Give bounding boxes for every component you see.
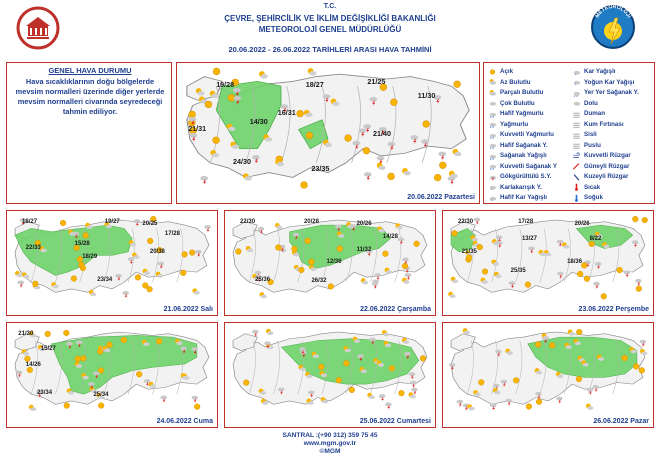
turkey-map bbox=[7, 323, 217, 427]
temperature-label: 18/27 bbox=[22, 219, 38, 226]
temperature-label: 23/34 bbox=[97, 276, 113, 283]
svg-text:*: * bbox=[490, 198, 493, 202]
temperature-label: 11/32 bbox=[356, 247, 372, 254]
temperature-label: 17/28 bbox=[164, 230, 180, 237]
temperature-label: 21/35 bbox=[461, 248, 477, 255]
turkey-map bbox=[225, 323, 435, 427]
legend-label: Sağanak Yağışlı bbox=[500, 152, 547, 159]
legend-weather-icon bbox=[488, 89, 497, 97]
footer bbox=[180, 432, 480, 456]
day-label: 24.06.2022 Cuma bbox=[156, 418, 213, 425]
day-label: 23.06.2022 Perşembe bbox=[578, 306, 649, 313]
weather-icon bbox=[601, 293, 607, 299]
weather-icon bbox=[439, 162, 446, 169]
weather-icon bbox=[584, 276, 590, 282]
temperature-label: 22/30 bbox=[240, 219, 256, 226]
legend-label: Puslu bbox=[584, 141, 601, 149]
weather-icon bbox=[513, 378, 519, 384]
day-label: 26.06.2022 Pazar bbox=[593, 418, 649, 425]
weather-icon bbox=[205, 101, 212, 108]
weather-icon bbox=[75, 356, 81, 362]
legend-item bbox=[488, 78, 531, 87]
legend-label: Sisli bbox=[584, 131, 597, 138]
weather-icon bbox=[636, 286, 642, 292]
temperature-label: 22/33 bbox=[25, 245, 41, 252]
legend-weather-icon bbox=[488, 141, 497, 149]
forecast-period-title: 20.06.2022 - 26.06.2022 TARİHLERİ ARASI HAVA TAHMİNİ bbox=[228, 45, 432, 54]
weather-icon bbox=[33, 281, 39, 287]
legend-weather-icon bbox=[572, 68, 581, 76]
legend-item bbox=[488, 162, 557, 171]
weather-icon bbox=[71, 276, 77, 282]
weather-icon bbox=[80, 265, 86, 271]
weather-icon bbox=[576, 376, 582, 382]
weather-icon bbox=[477, 244, 483, 250]
weather-icon bbox=[535, 342, 541, 348]
legend-label: Dolu bbox=[584, 99, 598, 107]
legend-weather-icon bbox=[488, 99, 497, 107]
weather-icon bbox=[45, 331, 51, 337]
weather-icon bbox=[291, 246, 297, 252]
weather-icon bbox=[63, 330, 69, 336]
legend-item bbox=[572, 151, 631, 160]
weather-icon bbox=[423, 121, 430, 128]
legend-item bbox=[488, 67, 513, 76]
general-weather-title: GENEL HAVA DURUMU bbox=[48, 66, 132, 75]
legend-item bbox=[572, 78, 634, 87]
temperature-label: 24/30 bbox=[233, 157, 251, 167]
legend-item bbox=[488, 120, 528, 129]
temperature-label: 16/31 bbox=[277, 107, 296, 117]
legend-item bbox=[572, 172, 628, 181]
weather-icon bbox=[383, 251, 389, 257]
forecast-map-pazar bbox=[442, 322, 654, 428]
legend-weather-icon bbox=[572, 194, 581, 202]
legend-weather-icon bbox=[572, 152, 581, 160]
legend-label: Yer Yer Sağanak Y. bbox=[584, 89, 639, 96]
legend-item bbox=[488, 193, 547, 202]
weather-icon bbox=[389, 365, 395, 371]
legend-item bbox=[488, 88, 543, 97]
temperature-label: 25/34 bbox=[93, 391, 109, 398]
weather-icon bbox=[536, 399, 542, 405]
temperature-label: 15/28 bbox=[74, 240, 90, 247]
weather-icon bbox=[589, 241, 595, 247]
weather-icon bbox=[414, 241, 420, 247]
legend-weather-icon bbox=[488, 162, 497, 170]
day-label: 25.06.2022 Cumartesi bbox=[359, 418, 431, 425]
temperature-label: 23/34 bbox=[37, 390, 53, 397]
weather-icon bbox=[642, 217, 648, 223]
weather-icon bbox=[639, 367, 645, 373]
temperature-label: 11/30 bbox=[417, 91, 436, 101]
legend-label: Yoğun Kar Yağışı bbox=[584, 78, 635, 86]
weather-icon bbox=[478, 380, 484, 386]
weather-icon bbox=[391, 99, 398, 106]
weather-icon bbox=[60, 220, 66, 226]
legend-item bbox=[572, 67, 616, 76]
temperature-label: 25/35 bbox=[510, 268, 526, 275]
temperature-label: 14/28 bbox=[382, 233, 398, 240]
weather-icon bbox=[135, 275, 141, 281]
weather-icon bbox=[328, 284, 334, 290]
legend-label: Hafif Kar Yağışlı bbox=[500, 194, 547, 201]
weather-icon bbox=[525, 282, 531, 288]
weather-icon bbox=[80, 355, 86, 361]
legend-label: Yağmurlu bbox=[500, 120, 529, 128]
svg-text:*: * bbox=[490, 188, 493, 191]
weather-icon bbox=[632, 216, 638, 222]
temperature-label: 17/28 bbox=[518, 219, 534, 226]
weather-icon bbox=[83, 233, 89, 239]
legend-item bbox=[488, 109, 544, 118]
weather-icon bbox=[402, 263, 408, 269]
day-label: 21.06.2022 Salı bbox=[163, 306, 213, 313]
forecast-map-persembe bbox=[442, 210, 654, 316]
legend-weather-icon bbox=[488, 152, 497, 160]
turkey-map bbox=[443, 211, 653, 315]
legend-weather-icon bbox=[488, 110, 497, 118]
weather-icon bbox=[305, 238, 311, 244]
weather-icon bbox=[189, 250, 195, 256]
ministry-logo bbox=[16, 6, 60, 50]
legend-item bbox=[572, 88, 639, 97]
weather-icon bbox=[576, 329, 582, 335]
general-weather-text: Hava sıcaklıklarının doğu bölgelerde mevsim normalleri üzerinde diğer yerlerde mevsim normalleri civarında seyredeceği tahmin ediliyor. bbox=[15, 77, 165, 116]
weather-icon bbox=[363, 147, 370, 154]
svg-text:*: * bbox=[574, 72, 577, 76]
temperature-label: 18/27 bbox=[305, 79, 324, 89]
weather-icon bbox=[275, 245, 281, 251]
weather-icon bbox=[482, 269, 488, 275]
legend-weather-icon bbox=[488, 131, 497, 139]
legend-label: Kuzeyli Rüzgar bbox=[584, 173, 629, 180]
legend-weather-icon bbox=[572, 141, 581, 149]
weather-icon bbox=[182, 251, 188, 257]
legend-label: Kuvvetli Rüzgar bbox=[584, 152, 631, 159]
temperature-label: 20/26 bbox=[356, 220, 372, 227]
temperature-label: 12/36 bbox=[326, 258, 342, 265]
weather-icon bbox=[213, 68, 220, 75]
weather-icon bbox=[617, 267, 623, 273]
temperature-label: 8/22 bbox=[589, 235, 602, 242]
forecast-map-carsamba bbox=[224, 210, 436, 316]
legend-weather-icon bbox=[488, 183, 497, 191]
legend-label: Kuvvetli Sağanak Y bbox=[500, 162, 557, 170]
temperature-label: 21/31 bbox=[188, 124, 207, 134]
legend-weather-icon bbox=[488, 68, 497, 76]
legend-label: Karlakarışık Y. bbox=[500, 183, 542, 191]
weather-icon bbox=[180, 270, 186, 276]
weather-icon bbox=[97, 349, 103, 355]
temperature-label: 23/35 bbox=[311, 164, 330, 174]
legend-label: Açık bbox=[500, 68, 514, 75]
legend-label: Çok Bulutlu bbox=[500, 99, 535, 107]
weather-icon bbox=[420, 356, 426, 362]
phone-number: SANTRAL :(+90 312) 359 75 45 bbox=[282, 432, 378, 439]
temperature-label: 21/25 bbox=[367, 77, 386, 87]
legend-item bbox=[572, 141, 601, 150]
legend-item bbox=[488, 151, 547, 160]
legend-label: Güneyli Rüzgar bbox=[584, 162, 630, 170]
temperature-label: 21/40 bbox=[373, 129, 391, 139]
ministry-name: ÇEVRE, ŞEHİRCİLİK VE İKLİM DEĞİŞİKLİĞİ BAKANLIĞI bbox=[224, 14, 436, 23]
legend-item bbox=[488, 130, 554, 139]
weather-icon bbox=[399, 390, 405, 396]
weather-icon bbox=[136, 371, 142, 377]
temperature-label: 14/30 bbox=[249, 117, 268, 127]
weather-icon bbox=[452, 230, 458, 236]
directorate-name: METEOROLOJİ GENEL MÜDÜRLÜĞÜ bbox=[258, 25, 402, 34]
weather-icon bbox=[301, 182, 308, 189]
legend-weather-icon bbox=[572, 110, 581, 118]
temperature-label: 15/27 bbox=[40, 345, 56, 352]
legend-label: Hafif Sağanak Y. bbox=[500, 141, 548, 149]
weather-icon bbox=[622, 355, 628, 361]
weather-icon bbox=[297, 110, 304, 117]
temperature-label: 20/25 bbox=[142, 220, 158, 227]
weather-icon bbox=[213, 137, 220, 144]
weather-icon bbox=[549, 342, 555, 348]
weather-icon bbox=[337, 246, 343, 252]
temperature-label: 26/32 bbox=[311, 278, 327, 285]
weather-icon bbox=[25, 356, 31, 362]
weather-icon bbox=[64, 403, 70, 409]
weather-icon bbox=[147, 286, 153, 292]
legend-item bbox=[572, 130, 597, 139]
weather-icon bbox=[345, 135, 352, 142]
legend-item bbox=[572, 193, 603, 202]
weather-icon bbox=[309, 259, 315, 265]
weather-icon bbox=[388, 173, 395, 180]
legend-label: Parçalı Bulutlu bbox=[500, 89, 544, 96]
svg-text:*: * bbox=[574, 83, 577, 86]
temperature-label: 18/36 bbox=[567, 258, 583, 265]
legend-panel bbox=[483, 62, 655, 204]
legend-label: Soğuk bbox=[584, 194, 603, 201]
weather-icon bbox=[236, 249, 242, 255]
general-weather-panel bbox=[6, 62, 172, 204]
legend-weather-icon bbox=[488, 78, 497, 86]
temperature-label: 20/28 bbox=[303, 219, 319, 226]
legend-item bbox=[488, 183, 542, 192]
legend-label: Kuvvetli Yağmurlu bbox=[500, 131, 554, 138]
legend-item bbox=[572, 120, 624, 129]
legend-item bbox=[488, 172, 552, 181]
temperature-label: 25/36 bbox=[255, 276, 271, 283]
temperature-label: 14/26 bbox=[25, 362, 41, 369]
meteoroloji-logo bbox=[590, 4, 636, 50]
weather-icon bbox=[107, 342, 113, 348]
header-line1: T.C. bbox=[323, 3, 337, 10]
weather-icon bbox=[343, 360, 349, 366]
forecast-map-cumartesi bbox=[224, 322, 436, 428]
legend-label: Sıcak bbox=[584, 183, 601, 191]
legend-weather-icon bbox=[572, 120, 581, 128]
legend-weather-icon bbox=[572, 99, 581, 107]
forecast-map-cuma bbox=[6, 322, 218, 428]
weather-icon bbox=[633, 364, 639, 370]
temperature-label: 22/30 bbox=[458, 219, 474, 226]
legend-label: Az Bulutlu bbox=[500, 78, 531, 86]
temperature-label: 13/27 bbox=[521, 235, 537, 242]
weather-icon bbox=[466, 255, 472, 261]
legend-item bbox=[572, 109, 605, 118]
legend-weather-icon bbox=[488, 120, 497, 128]
weather-icon bbox=[434, 174, 441, 181]
weather-icon bbox=[298, 267, 304, 273]
weather-icon bbox=[318, 364, 324, 370]
website-link[interactable]: www.mgm.gov.tr bbox=[303, 440, 357, 447]
temperature-label: 20/38 bbox=[149, 248, 165, 255]
temperature-label: 21/30 bbox=[18, 331, 34, 338]
legend-item bbox=[572, 183, 600, 192]
legend-weather-icon bbox=[488, 173, 497, 181]
weather-icon bbox=[98, 403, 104, 409]
weather-icon bbox=[581, 263, 587, 269]
day-label: 20.06.2022 Pazartesi bbox=[407, 194, 475, 201]
legend-item bbox=[572, 99, 598, 108]
temperature-label: 19/28 bbox=[216, 79, 235, 89]
legend-weather-icon bbox=[488, 194, 497, 202]
day-label: 22.06.2022 Çarşamba bbox=[360, 306, 431, 313]
weather-icon bbox=[147, 238, 153, 244]
legend-weather-icon bbox=[572, 89, 581, 97]
weather-icon bbox=[526, 404, 532, 410]
legend-item bbox=[488, 99, 535, 108]
forecast-map-sali bbox=[6, 210, 218, 316]
legend-weather-icon bbox=[572, 183, 581, 191]
temperature-label: 20/26 bbox=[574, 220, 590, 227]
legend-label: Kum Fırtınası bbox=[584, 120, 624, 128]
weather-icon bbox=[349, 387, 355, 393]
legend-weather-icon bbox=[572, 131, 581, 139]
weather-icon bbox=[189, 111, 196, 118]
legend-weather-icon bbox=[572, 162, 581, 170]
weather-icon bbox=[336, 377, 342, 383]
weather-icon bbox=[577, 271, 583, 277]
weather-icon bbox=[306, 132, 313, 139]
legend-label: Gökgürültülü S.Y. bbox=[500, 173, 552, 180]
header bbox=[0, 0, 660, 60]
legend-label: Hafif Yağmurlu bbox=[500, 110, 544, 117]
legend-label: Kar Yağışlı bbox=[584, 68, 616, 75]
forecast-map-pazartesi bbox=[176, 62, 480, 204]
copyright: ©MGM bbox=[319, 448, 341, 455]
legend-item bbox=[488, 141, 548, 150]
weather-icon bbox=[121, 337, 127, 343]
turkey-map bbox=[443, 323, 653, 427]
turkey-map bbox=[7, 211, 217, 315]
legend-weather-icon bbox=[572, 173, 581, 181]
legend-label: Duman bbox=[584, 110, 605, 117]
meteoroloji-logo-text: METEOROLOJİ bbox=[594, 4, 632, 19]
legend-weather-icon bbox=[572, 78, 581, 86]
weather-icon bbox=[454, 81, 461, 88]
weather-icon bbox=[156, 338, 162, 344]
temperature-label: 18/29 bbox=[82, 253, 98, 260]
weather-icon bbox=[194, 404, 200, 410]
weather-icon bbox=[243, 380, 249, 386]
legend-item bbox=[572, 162, 629, 171]
temperature-label: 19/27 bbox=[104, 219, 120, 226]
